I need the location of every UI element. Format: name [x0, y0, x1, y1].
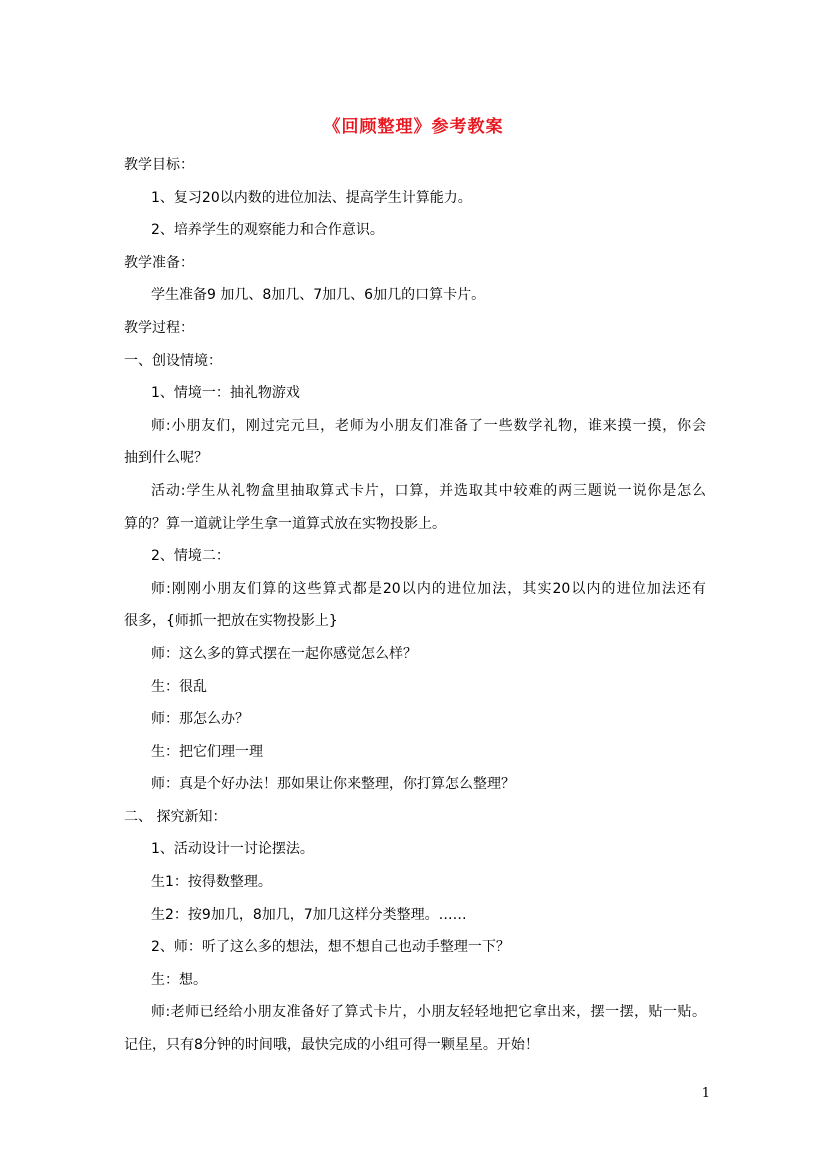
subsection-heading: 二、 探究新知：	[124, 808, 227, 825]
paragraph-line: 师:刚刚小朋友们算的这些算式都是20以内的进位加法，其实20以内的进位加法还有	[151, 580, 706, 597]
paragraph-line: 1、活动设计一讨论摆法。	[151, 841, 314, 858]
paragraph-line: 抽到什么呢？	[124, 450, 208, 467]
paragraph-line: 1、情境一：抽礼物游戏	[151, 385, 300, 402]
section-heading-objectives: 教学目标：	[124, 157, 194, 173]
dialogue-line: 师：这么多的算式摆在一起你感觉怎么样？	[151, 645, 417, 662]
dialogue-line: 生：很乱	[151, 678, 207, 695]
dialogue-line: 师：那怎么办？	[151, 711, 249, 728]
section-heading-process: 教学过程：	[124, 319, 194, 336]
paragraph-line: 记住，只有8分钟的时间哦，最快完成的小组可得一颗星星。开始！	[124, 1037, 539, 1054]
paragraph-line: 算的？算一道就让学生拿一道算式放在实物投影上。	[124, 515, 446, 532]
dialogue-line: 生1：按得数整理。	[151, 874, 272, 891]
objective-item: 1、复习20以内数的进位加法、提高学生计算能力。	[151, 189, 472, 206]
preparation-text: 学生准备9 加几、8加几、7加几、6加几的口算卡片。	[151, 287, 486, 304]
subsection-heading: 一、创设情境：	[124, 352, 222, 369]
page-number: 1	[701, 1086, 710, 1101]
objective-item: 2、培养学生的观察能力和合作意识。	[151, 222, 384, 239]
document-body	[124, 149, 706, 1062]
dialogue-line: 生2：按9加几，8加几，7加几这样分类整理。……	[151, 906, 467, 923]
paragraph-line: 活动:学生从礼物盒里抽取算式卡片，口算，并选取其中较难的两三题说一说你是怎么	[151, 482, 706, 499]
paragraph-line: 师:小朋友们，刚过完元旦，老师为小朋友们准备了一些数学礼物，谁来摸一摸，你会	[151, 417, 706, 434]
dialogue-line: 生：想。	[151, 971, 207, 988]
section-heading-preparation: 教学准备：	[124, 254, 194, 271]
paragraph-line: 师:老师已经给小朋友准备好了算式卡片，小朋友轻轻地把它拿出来，摆一摆，贴一贴。	[151, 1004, 706, 1021]
dialogue-line: 2、师：听了这么多的想法，想不想自己也动手整理一下？	[151, 939, 510, 956]
paragraph-line: 2、情境二：	[151, 548, 230, 565]
dialogue-line: 师：真是个好办法！那如果让你来整理，你打算怎么整理？	[151, 776, 515, 793]
dialogue-line: 生：把它们理一理	[151, 743, 263, 760]
document-title: 《回顾整理》参考教案	[323, 117, 504, 137]
paragraph-line: 很多，{师抓一把放在实物投影上}	[124, 613, 338, 630]
